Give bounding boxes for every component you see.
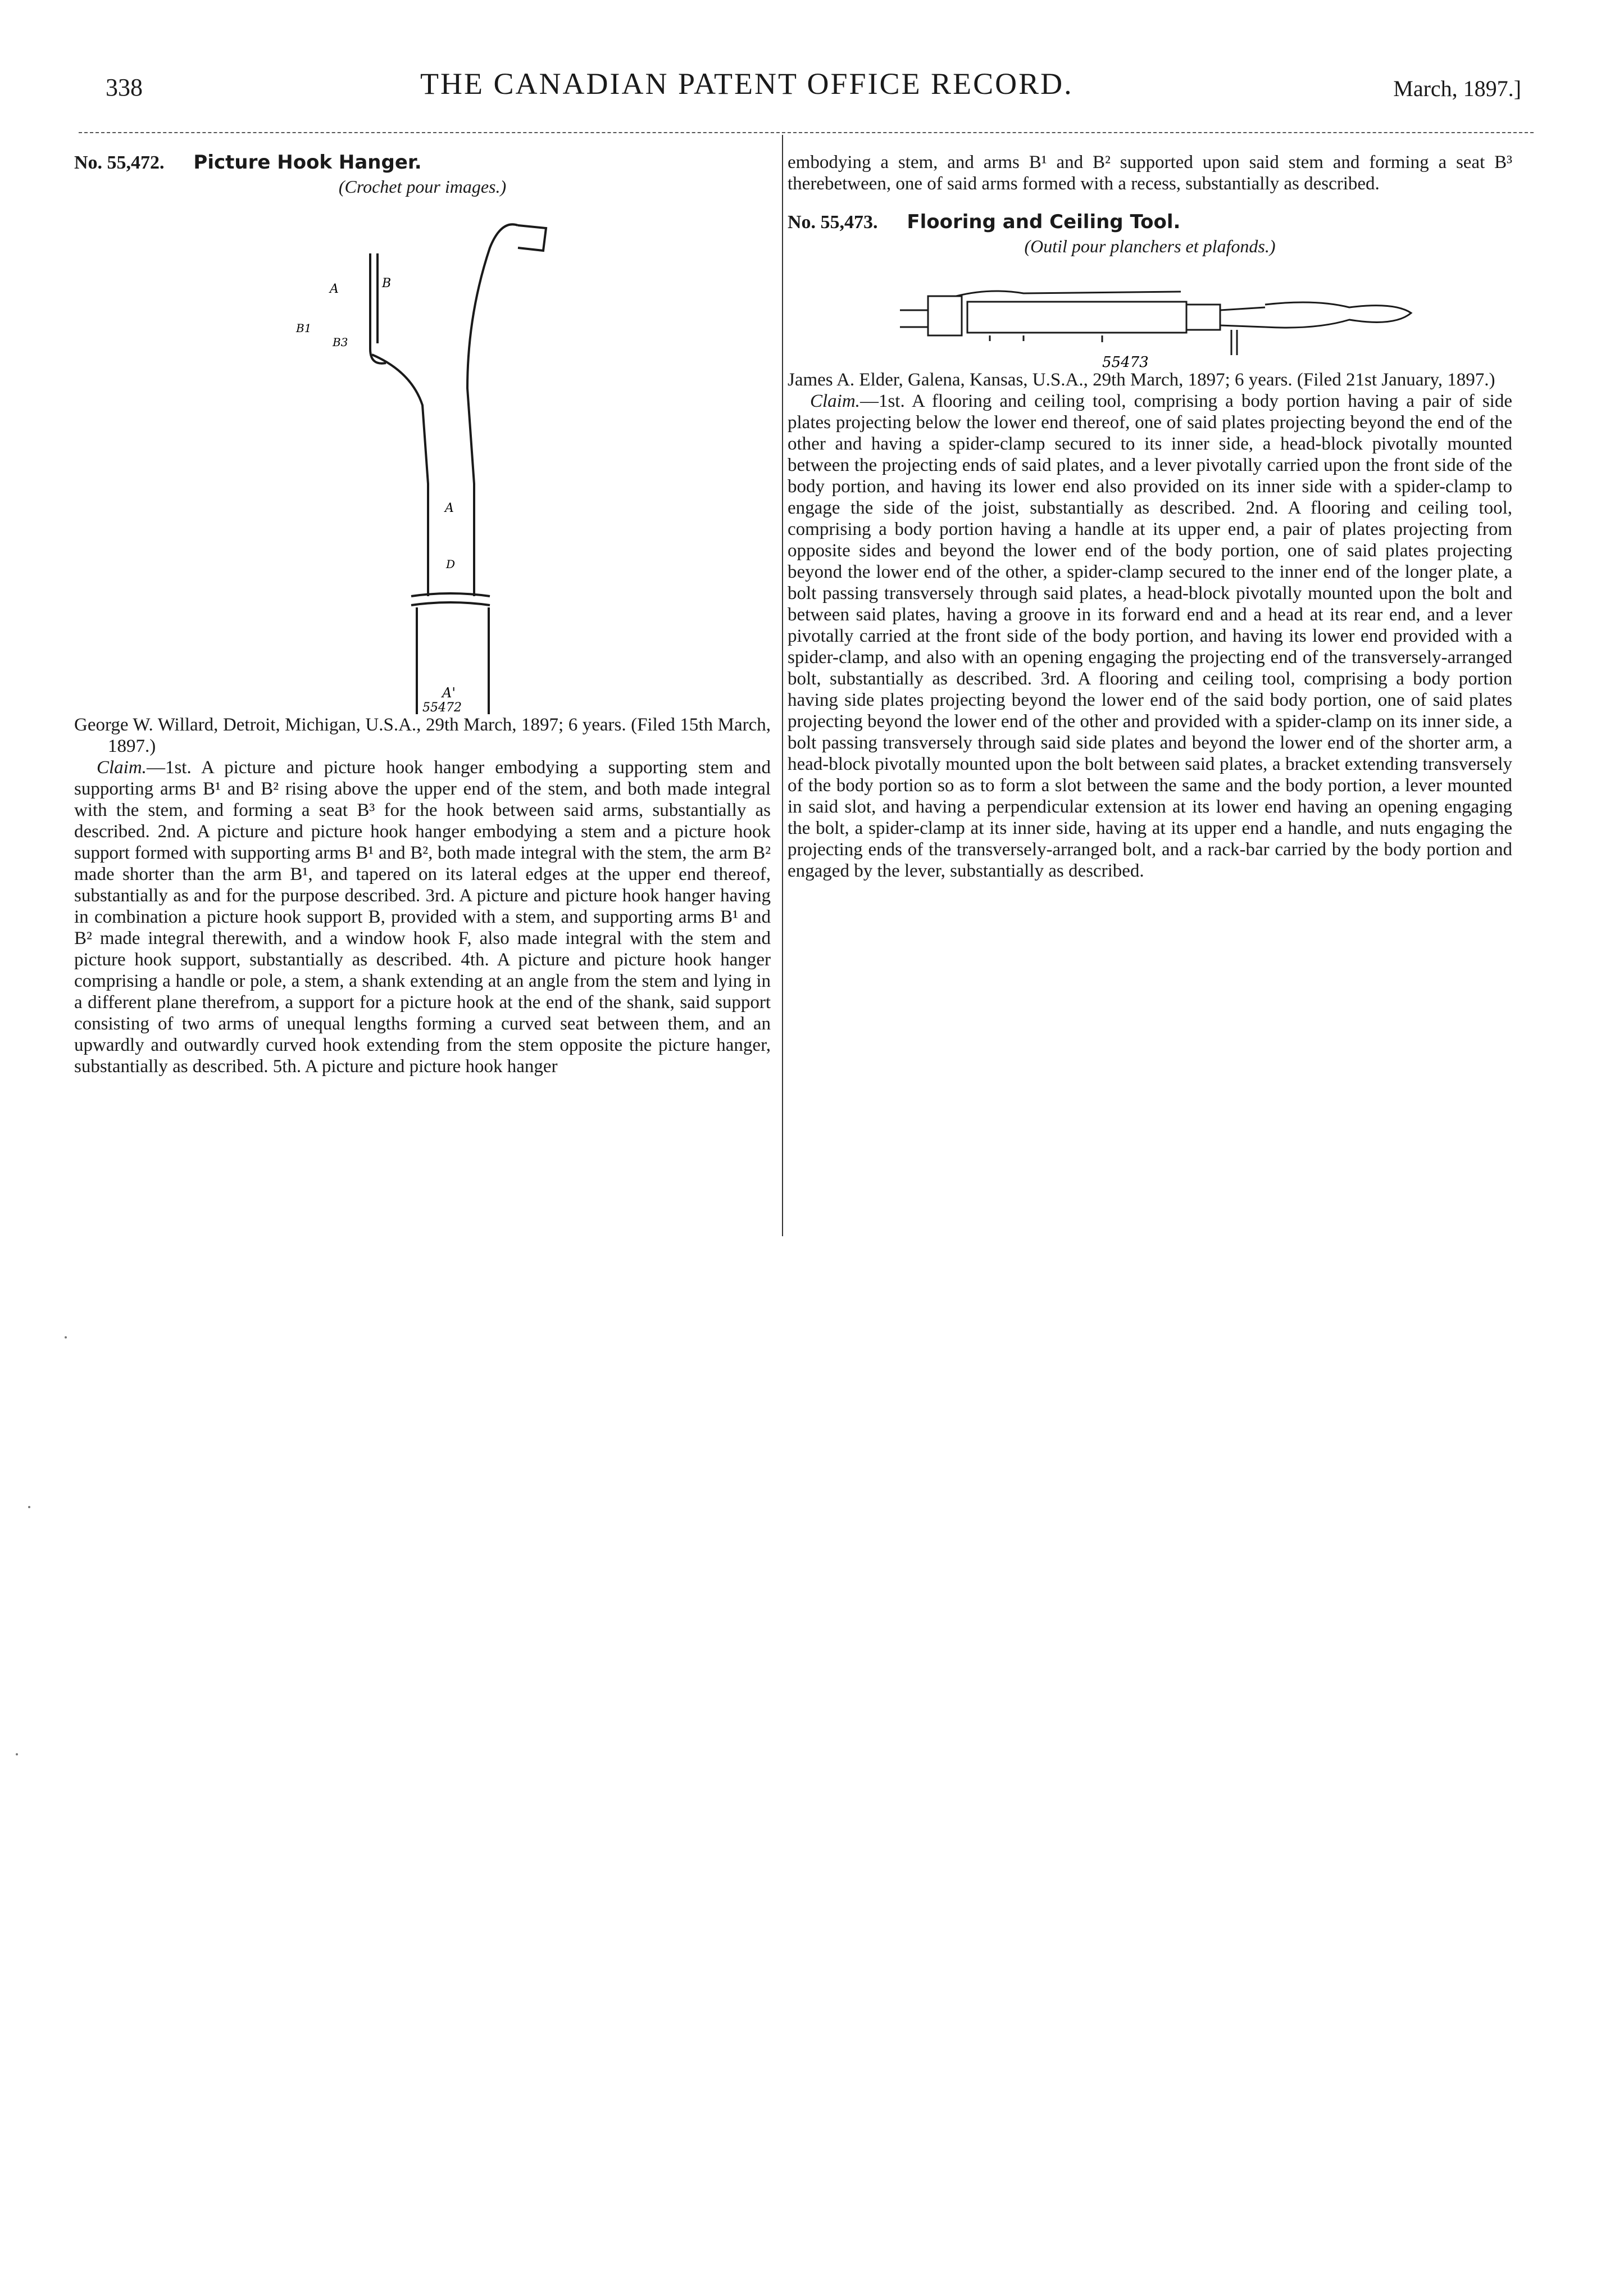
page-number: 338 <box>106 74 143 101</box>
inventor-line: James A. Elder, Galena, Kansas, U.S.A., 29th March, 1897; 6 years. (Filed 21st January, 1897.) <box>788 370 1495 390</box>
figure-number: 55473 <box>1102 354 1149 369</box>
running-title: THE CANADIAN PATENT OFFICE RECORD. <box>420 67 1074 101</box>
scan-speck <box>28 1506 30 1508</box>
figure-label-ring: D <box>446 557 456 571</box>
figure-label-b: B <box>382 276 392 291</box>
figure-label-b1: B1 <box>296 321 312 335</box>
figure-picture-hook <box>74 203 771 714</box>
claims-continuation: embodying a stem, and arms B¹ and B² supported upon said stem and forming a seat B³ therebetween, one of said arms formed with a recess, substantially as described. <box>788 152 1512 194</box>
figure-label-base: A' <box>442 685 456 701</box>
left-column <box>74 152 771 1077</box>
scan-speck <box>65 1336 67 1338</box>
column-divider <box>782 135 783 1236</box>
patent-number: No. 55,473. <box>788 212 878 233</box>
patent-number: No. 55,472. <box>74 152 165 173</box>
claims-body: —1st. A picture and picture hook hanger embodying a supporting stem and supporting arms B¹ and B² rising above the upper end of the stem, and both made integral with the stem, and forming a seat B³ for the hook between said arms, substantially as described. 2nd. A picture and picture hook hanger embodying a stem and a picture hook support formed with supporting arms B¹ and B², both made integral with the stem, the arm B² made shorter than the arm B¹, and tapered on its lateral edges at the upper end thereof, substantially as and for the purpose described. 3rd. A picture and picture hook hanger having in combination a picture hook support B, provided with a stem, and supporting arms B¹ and B² made integral therewith, and a window hook F, also made integral with the stem and picture hook support, substantially as described. 4th. A picture and picture hook hanger comprising a handle or pole, a stem, a shank extending at an angle from the stem and lying in a different plane therefrom, a support for a picture hook at the end of the shank, said support consisting of two arms of unequal lengths forming a curved seat between them, and an upwardly and outwardly curved hook extending from the stem opposite the picture hanger, substantially as described. 5th. A picture and picture hook hanger <box>74 757 771 1077</box>
scan-speck <box>16 1753 18 1755</box>
claims-text <box>74 757 771 1077</box>
header-rule <box>79 132 1534 133</box>
picture-hook-drawing <box>74 203 771 714</box>
issue-date: March, 1897.] <box>1393 76 1521 101</box>
figure-number: 55472 <box>422 701 462 714</box>
flooring-tool-drawing <box>788 257 1512 369</box>
figure-label-b3: B3 <box>333 335 348 349</box>
page-header <box>106 66 1521 111</box>
claims-body: —1st. A flooring and ceiling tool, comprising a body portion having a pair of side plates projecting below the lower end thereof, one of said plates projecting beyond the end of the other and having a spider-clamp secured to its inner side, a head-block pivotally mounted between the projecting ends of said plates, and a lever pivotally carried upon the front side of the body portion, and having its lower end also provided on its inner side with a spider-clamp to engage the side of the joist, substantially as described. 2nd. A flooring and ceiling tool, comprising a body portion having a handle at its upper end, a pair of plates projecting from opposite sides and beyond the lower end of the body portion, one of said plates projecting beyond the lower end of the other, a spider-clamp secured to the inner end of the longer plate, a bolt passing transversely through said plates, a head-block pivotally mounted upon the bolt and between said plates, having a groove in its forward end and a head at its rear end, and a lever pivotally carried at the front side of the body portion, and having its lower end provided with a spider-clamp, and also with an opening engaging the projecting end of the transversely-arranged bolt, substantially as described. 3rd. A flooring and ceiling tool, comprising a body portion having side plates projecting beyond the lower end of the said body portion, one of said plates projecting beyond the lower end of the other and provided with a spider-clamp on its inner side, a bolt passing transversely through said side plates and beyond the lower end of the shorter arm, a head-block pivotally mounted upon the bolt between said plates, a bracket extending transversely of the body portion so as to form a slot between the same and the body portion, a lever mounted in said slot, and having a perpendicular extension at its lower end having an opening engaging the bolt, a spider-clamp at its inner side, having at its upper end a handle, and nuts engaging the projecting ends of the transversely-arranged bolt, and a rack-bar carried by the body portion and engaged by the lever, substantially as described. <box>788 391 1512 881</box>
entry-heading <box>788 211 1512 233</box>
figure-label-a: A <box>330 282 339 296</box>
figure-label-stem: A <box>445 501 454 515</box>
french-title: (Outil pour planchers et plafonds.) <box>1024 236 1276 256</box>
claim-label: Claim. <box>810 391 860 411</box>
figure-flooring-tool <box>788 257 1512 369</box>
right-column <box>788 152 1512 882</box>
claims-text <box>788 391 1512 882</box>
claim-label: Claim. <box>97 757 147 778</box>
patent-title: Picture Hook Hanger. <box>193 151 422 174</box>
patent-title: Flooring and Ceiling Tool. <box>907 211 1181 233</box>
french-title: (Crochet pour images.) <box>338 176 507 197</box>
entry-heading <box>74 152 771 174</box>
inventor-line: George W. Willard, Detroit, Michigan, U.S.A., 29th March, 1897; 6 years. (Filed 15th March, 1897.) <box>74 715 771 756</box>
